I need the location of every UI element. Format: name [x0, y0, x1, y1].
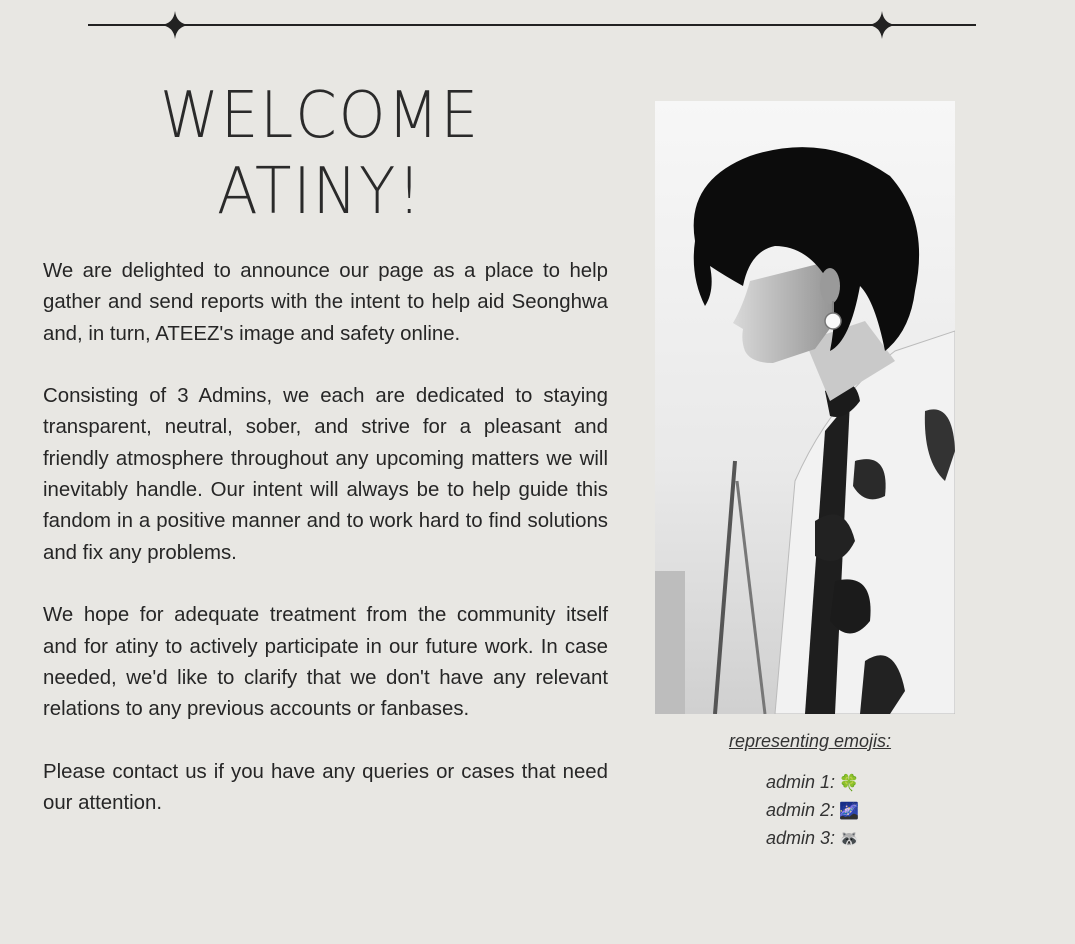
- admin-label: admin 1:: [766, 772, 836, 792]
- sparkle-icon: [161, 11, 189, 39]
- title-line-1: WELCOME: [159, 79, 481, 153]
- paragraph-community: We hope for adequate treatment from the community itself and for atiny to actively participate in our future work. In case needed, we'd like to clarify that we don't have any relevant relations to any previous accounts or fanbases.: [43, 604, 608, 721]
- paragraph-intro: We are delighted to announce our page as a place to help gather and send reports with the intent to help aid Seonghwa and, in turn, ATEEZ's image and safety online.: [43, 260, 608, 345]
- title-line-2: ATINY!: [217, 155, 423, 229]
- admin-label: admin 3:: [766, 828, 836, 848]
- admin-row-2: [766, 797, 859, 825]
- raccoon-icon: 🦝: [839, 831, 859, 848]
- page-title: [111, 78, 530, 230]
- admin-emoji-list: [766, 769, 859, 853]
- top-divider-line: [0, 0, 1075, 50]
- paragraph-contact: Please contact us if you have any queries or cases that need our attention.: [43, 760, 608, 815]
- emojis-caption: representing emojis:: [728, 731, 892, 751]
- galaxy-icon: 🌌: [839, 803, 859, 820]
- intro-text: [43, 256, 608, 851]
- admin-row-3: [766, 825, 859, 853]
- admin-row-1: [766, 769, 859, 797]
- paragraph-admins: Consisting of 3 Admins, we each are dedicated to staying transparent, neutral, sober, and strive for a pleasant and friendly atmosphere throughout any upcoming matters we will inevitably handle. Our intent will always be to help guide this fandom in a positive manner and to work hard to find solutions and fix any problems.: [43, 385, 608, 564]
- admin-label: admin 2:: [766, 800, 836, 820]
- profile-photo: [655, 101, 955, 714]
- sparkle-icon: [868, 11, 896, 39]
- clover-icon: 🍀: [839, 775, 859, 792]
